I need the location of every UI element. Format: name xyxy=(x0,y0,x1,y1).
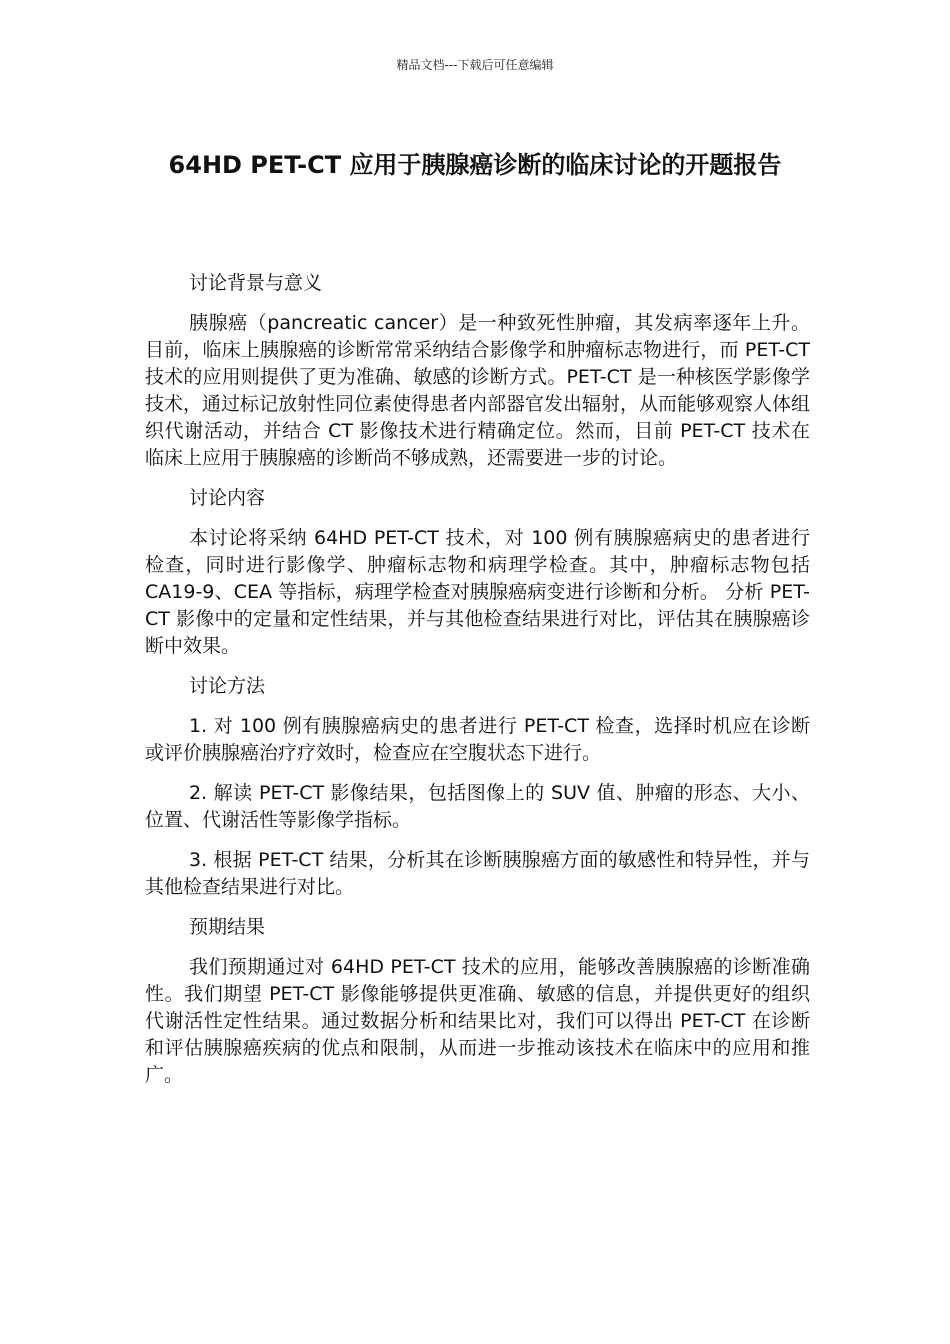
section-heading-method: 讨论方法 xyxy=(189,675,266,697)
page-title: 64HD PET-CT 应用于胰腺癌诊断的临床讨论的开题报告 xyxy=(168,151,782,179)
document-body xyxy=(145,270,810,1102)
section-heading-background: 讨论背景与意义 xyxy=(189,272,323,294)
paragraph-background: 胰腺癌（pancreatic cancer）是一种致死性肿瘤，其发病率逐年上升。目前，临床上胰腺癌的诊断常常采纳结合影像学和肿瘤标志物进行，而 PET-CT 技术的应用则提供了更为准确、敏感的诊断方式。PET-CT 是一种核医学影像学技术，通过标记放射性同位素使得患者内部器官发出辐射，从而能够观察人体组织代谢活动，并结合 CT 影像技术进行精确定位。然而，目前 PET-CT 技术在临床上应用于胰腺癌的诊断尚不够成熟，还需要进一步的讨论。 xyxy=(145,312,811,469)
section-heading-expected: 预期结果 xyxy=(189,916,266,938)
paragraph-content: 本讨论将采纳 64HD PET-CT 技术，对 100 例有胰腺癌病史的患者进行检查，同时进行影像学、肿瘤标志物和病理学检查。其中，肿瘤标志物包括 CA19-9、CEA 等指标，病理学检查对胰腺癌病变进行诊断和分析。 分析 PET-CT 影像中的定量和定性结果，并与其他检查结果进行对比，评估其在胰腺癌诊断中效果。 xyxy=(145,527,810,657)
method-item-2: 2. 解读 PET-CT 影像结果，包括图像上的 SUV 值、肿瘤的形态、大小、位置、代谢活性等影像学指标。 xyxy=(145,782,810,831)
method-item-3: 3. 根据 PET-CT 结果，分析其在诊断胰腺癌方面的敏感性和特异性，并与其他检查结果进行对比。 xyxy=(145,849,810,898)
section-heading-content: 讨论内容 xyxy=(189,487,266,509)
header-note: 精品文档---下载后可任意编辑 xyxy=(396,58,554,72)
method-item-1: 1. 对 100 例有胰腺癌病史的患者进行 PET-CT 检查，选择时机应在诊断或评价胰腺癌治疗疗效时，检查应在空腹状态下进行。 xyxy=(145,715,810,764)
paragraph-expected: 我们预期通过对 64HD PET-CT 技术的应用，能够改善胰腺癌的诊断准确性。我们期望 PET-CT 影像能够提供更准确、敏感的信息，并提供更好的组织代谢活性定性结果。通过数据分析和结果比对，我们可以得出 PET-CT 在诊断和评估胰腺癌疾病的优点和限制，从而进一步推动该技术在临床中的应用和推广。 xyxy=(145,956,810,1086)
